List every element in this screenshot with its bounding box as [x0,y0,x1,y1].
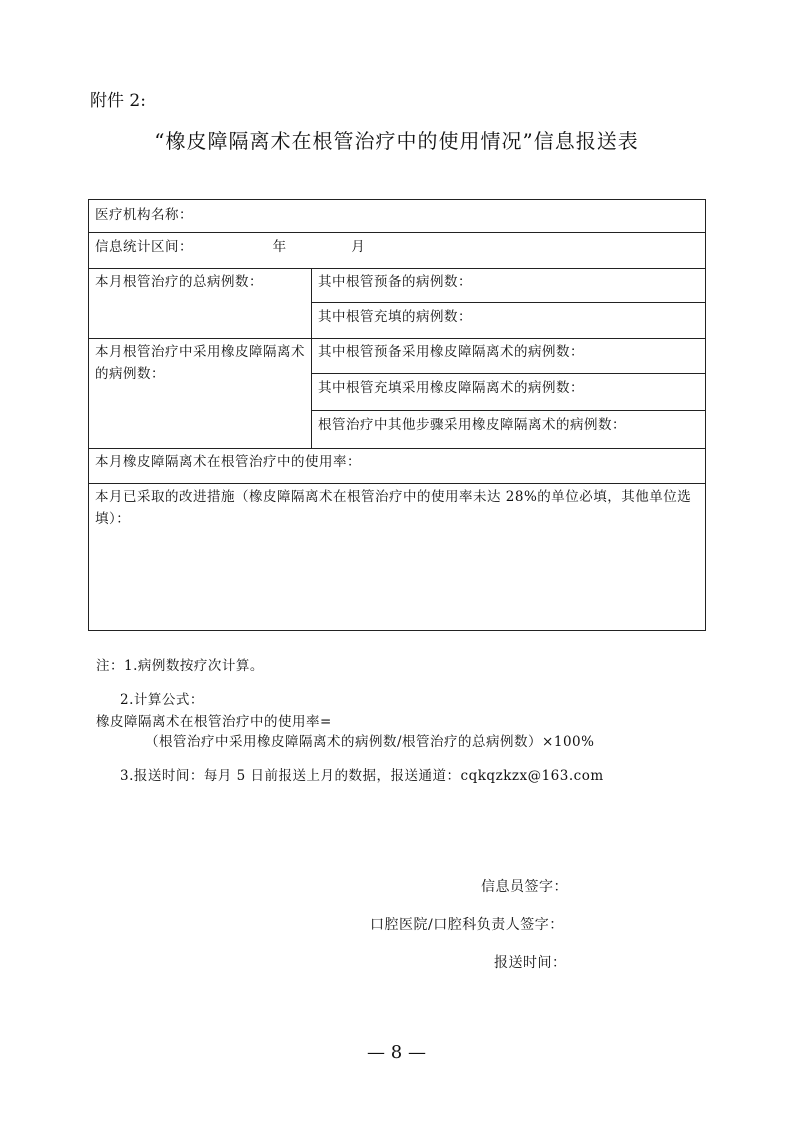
period-label: 信息统计区间： [95,239,193,255]
row-divider [311,410,705,411]
dam-prep-cases-field[interactable]: 其中根管预备采用橡皮障隔离术的病例数： [318,344,584,360]
form-title: “橡皮障隔离术在根管治疗中的使用情况”信息报送表 [154,129,639,153]
dam-cases-field[interactable]: 本月根管治疗中采用橡皮障隔离术的病例数： [95,344,305,382]
row-divider [89,232,705,233]
institution-name-field[interactable]: 医疗机构名称： [95,207,193,223]
row-divider [89,483,705,484]
row-divider [89,448,705,449]
note-2: 2.计算公式： [120,692,204,708]
note-1: 注：1.病例数按疗次计算。 [96,658,264,674]
formula-line-2: （根管治疗中采用橡皮障隔离术的病例数/根管治疗的总病例数）×100% [145,734,595,750]
page-number: — 8 — [367,1042,426,1063]
prep-cases-field[interactable]: 其中根管预备的病例数： [318,274,472,290]
period-year-label: 年 [272,239,287,255]
statistics-period-field[interactable] [95,236,695,258]
row-divider [311,302,705,303]
attachment-label: 附件 2: [90,91,146,111]
report-time-field[interactable]: 报送时间： [494,955,567,971]
row-divider [89,338,705,339]
improvement-measures-field[interactable]: 本月已采取的改进措施（橡皮障隔离术在根管治疗中的使用率未达 28%的单位必填，其他单位选填）： [95,489,692,527]
report-form-table [88,199,706,631]
usage-rate-field[interactable]: 本月橡皮障隔离术在根管治疗中的使用率： [95,454,361,470]
info-officer-signature[interactable]: 信息员签字： [481,879,568,895]
period-month-label: 月 [351,239,366,255]
column-divider [311,268,312,448]
dam-fill-cases-field[interactable]: 其中根管充填采用橡皮障隔离术的病例数： [318,380,584,396]
formula-line-1: 橡皮障隔离术在根管治疗中的使用率= [96,714,332,730]
dept-head-signature[interactable]: 口腔医院/口腔科负责人签字： [370,917,564,933]
row-divider [311,373,705,374]
note-3: 3.报送时间：每月 5 日前报送上月的数据，报送通道：cqkqzkzx@163.com [120,768,604,784]
dam-other-steps-field[interactable]: 根管治疗中其他步骤采用橡皮障隔离术的病例数： [318,417,626,433]
row-divider [89,268,705,269]
fill-cases-field[interactable]: 其中根管充填的病例数： [318,309,472,325]
total-cases-field[interactable]: 本月根管治疗的总病例数： [95,274,263,290]
